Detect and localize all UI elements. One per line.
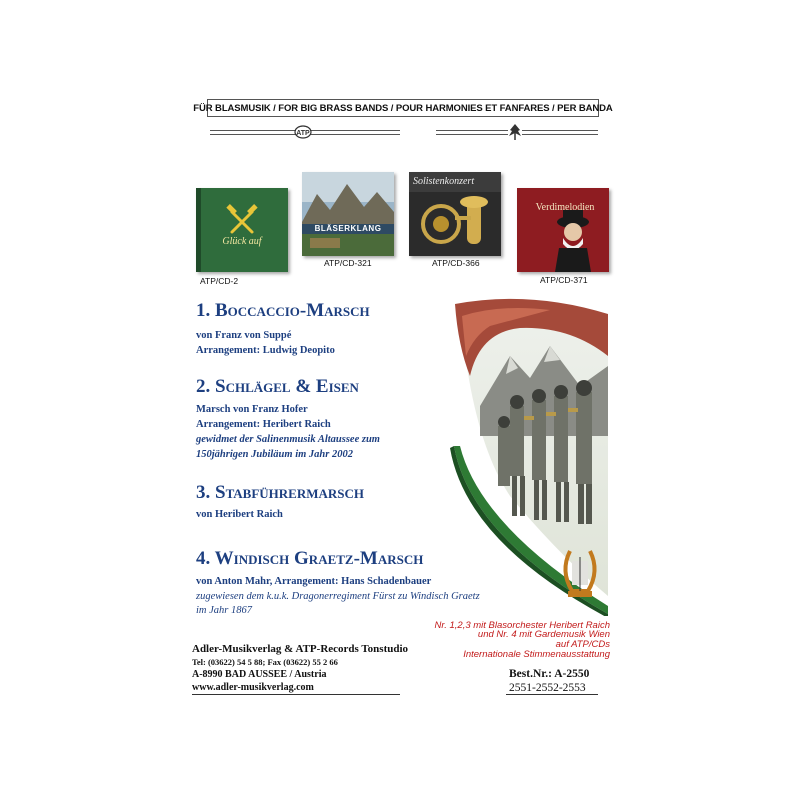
- piece-4-dedication-1: zugewiesen dem k.u.k. Dragonerregiment Fürst zu Windisch Graetz: [196, 591, 480, 602]
- cd-cover-text: Glück auf: [222, 236, 262, 247]
- decor-line-mid-2: [310, 134, 400, 135]
- piece-3-title: 3. Stabführermarsch: [196, 482, 364, 503]
- decor-line-left-2: [210, 134, 296, 135]
- order-underline: [506, 694, 598, 695]
- recording-note-1: Nr. 1,2,3 mit Blasorchester Heribert Raich: [434, 620, 610, 631]
- piece-1-composer: von Franz von Suppé: [196, 330, 292, 341]
- cd-label-4: ATP/CD-371: [540, 275, 588, 285]
- verdi-portrait-image: [517, 188, 609, 272]
- cd-cover-3: [409, 172, 501, 256]
- cd-cover-1: [196, 188, 288, 272]
- publisher-name: Adler-Musikverlag & ATP-Records Tonstudio: [192, 643, 409, 655]
- crossed-hammers-icon: [196, 188, 288, 272]
- mountain-image: [302, 172, 394, 256]
- cd-label-2: ATP/CD-321: [324, 258, 372, 268]
- publisher-phone: Tel: (03622) 54 5 88; Fax (03622) 55 2 66: [192, 657, 338, 667]
- svg-text:ATP: ATP: [296, 130, 310, 137]
- piece-2-arranger: Arrangement: Heribert Raich: [196, 419, 331, 430]
- piece-4-dedication-2: im Jahr 1867: [196, 605, 252, 616]
- decor-line-far-right: [522, 130, 598, 131]
- cd-cover-text: Solistenkonzert: [413, 176, 475, 187]
- footer-underline: [192, 694, 400, 695]
- decor-line-far-right-2: [522, 134, 598, 135]
- piece-1-arranger: Arrangement: Ludwig Deopito: [196, 345, 335, 356]
- decor-line-right-2: [436, 134, 508, 135]
- piece-4-title: 4. Windisch Graetz-Marsch: [196, 548, 424, 569]
- piece-1-title: 1. Boccaccio-Marsch: [196, 300, 370, 321]
- piece-2-title: 2. Schlägel & Eisen: [196, 376, 359, 397]
- cd-cover-text: BLÄSERKLANG: [314, 224, 382, 233]
- piece-4-composer: von Anton Mahr, Arrangement: Hans Schadenbauer: [196, 576, 432, 587]
- order-number: Best.Nr.: A-2550: [509, 668, 590, 680]
- header-banner: FÜR BLASMUSIK / FOR BIG BRASS BANDS / POUR HARMONIES ET FANFARES / PER BANDA: [207, 99, 599, 117]
- piece-2-composer: Marsch von Franz Hofer: [196, 404, 308, 415]
- recording-note-2: und Nr. 4 mit Gardemusik Wien: [477, 629, 610, 640]
- atp-logo-icon: [293, 124, 313, 140]
- marching-band-illustration: [440, 296, 610, 616]
- piece-2-dedication-1: gewidmet der Salinenmusik Altaussee zum: [196, 434, 380, 445]
- piece-3-composer: von Heribert Raich: [196, 509, 283, 520]
- decor-line-left: [210, 130, 296, 131]
- recording-note-3: auf ATP/CDs: [555, 639, 610, 650]
- cd-label-3: ATP/CD-366: [432, 258, 480, 268]
- publisher-address: A-8990 BAD AUSSEE / Austria: [192, 669, 327, 680]
- eagle-logo-icon: [506, 122, 524, 142]
- decor-line-right: [436, 130, 508, 131]
- recording-note-4: Internationale Stimmenausstattung: [463, 649, 610, 660]
- order-parts: 2551-2552-2553: [509, 682, 586, 694]
- cd-cover-2: [302, 172, 394, 256]
- cd-cover-4: [517, 188, 609, 272]
- cd-cover-text: Verdimelodien: [535, 202, 595, 213]
- publisher-website[interactable]: www.adler-musikverlag.com: [192, 682, 314, 693]
- cd-label-1: ATP/CD-2: [200, 276, 239, 286]
- decor-line-mid: [310, 130, 400, 131]
- piece-2-dedication-2: 150jährigen Jubiläum im Jahr 2002: [196, 449, 353, 460]
